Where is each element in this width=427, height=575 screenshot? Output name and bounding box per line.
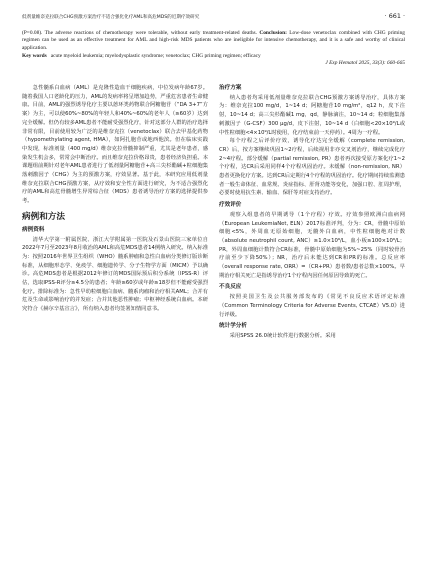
subheading-adverse-reactions: 不良反应 bbox=[219, 284, 242, 291]
treatment-plan-paragraph-1: 纳入患者均采用低剂量维奈克拉联合CHG预激方案诱导治疗，具体方案为：维奈克拉100 mg/d，1~14 d；阿糖胞苷10 mg/m²，q12 h，皮下注射，10~14 d；高三尖杉酯碱1 mg，qd，静脉滴注，10~14 d；粒细胞集落刺激因子（G-CSF）300 μg/d，皮下注射，10~14 d（白细胞<20×10⁹/L或中性粒细胞<4×10⁹/L时使用，化疗结束前一天停药）。4周为一疗程。 bbox=[219, 94, 405, 136]
statistics-paragraph: 采用SPSS 26.0统计软件进行数据分析。采用 bbox=[229, 332, 336, 339]
right-column bbox=[219, 84, 405, 341]
running-head bbox=[22, 12, 405, 20]
subheading-patients: 病例资料 bbox=[22, 226, 45, 233]
conclusion-label: Conclusion: bbox=[259, 30, 287, 36]
abstract-tail bbox=[22, 30, 405, 67]
subheading-response-evaluation: 疗效评价 bbox=[219, 202, 242, 209]
abstract-text bbox=[22, 30, 405, 52]
subheading-statistics: 统计学分析 bbox=[219, 323, 247, 330]
subheading-treatment-plan: 治疗方案 bbox=[219, 85, 242, 91]
intro-paragraph: 急性髓系白血病（AML）是克隆性造血干细胞疾病，中位发病年龄67岁。随着我国人口老龄化的压力，AML的发病率将呈增加趋势，严重危害患者生命健康。目前，AML的强烈诱导化疗主要以蒽环类药物联合阿糖胞苷（“DA 3+7”方案）为主，可以使60%~80%的年轻人和40%~60%的老年人（≥60岁）达到完全缓解。但仍有较多AML患者不能耐受强烈化疗，针对这部分人群的治疗选择非常有限，目前使用较为广泛的是维奈克拉（venetoclax）联合去甲基化药物（hypomethylating agent, HMA），如阿扎胞苷或地西他滨。但在临床实践中发现，标准剂量（400 mg/d）维奈克拉骨髓抑制严重，尤其是老年患者，感染发生机会多，常常会中断治疗。而且维奈克拉价格昂贵，患者经济负担重。本课题组前期针对老年AML患者进行了低剂量阿糖胞苷+高三尖杉酯碱+粒细胞集落刺激因子（CHG）为主的预激方案，疗效显著。基于此，本研究应用低剂量维奈克拉联合CHG预激方案，从疗效和安全性方面进行研究，为不适合强烈化疗的AML和高危骨髓增生异常综合征（MDS）患者诱导治疗方案的选择提供参考。 bbox=[22, 85, 208, 205]
conclusion-text: Low-dose venetoclax combined with CHG priming regimen can be used as an effective treatment for AML and high-risk MDS patients who are ineligible for intensive chemotherapy, and it is a safe and worthy of clinical application. bbox=[22, 30, 405, 51]
left-column bbox=[22, 84, 208, 314]
abstract-results-tail: (P=0.08). The adverse reactions of chemotherapy were tolerable, without early treatment-related deaths. bbox=[22, 30, 257, 36]
keywords-label: Key words bbox=[22, 52, 47, 59]
keywords-text: acute myeloid leukemia; myelodysplastic syndrome; venetoclax; CHG priming regimen; efficacy bbox=[50, 52, 261, 59]
adverse-reactions-paragraph: 按照美国卫生及公共服务部发布的《常见不良反应术语评定标准（Common Terminology Criteria for Adverse Events, CTCAE）V5.0》进行评级。 bbox=[219, 294, 405, 318]
response-evaluation-paragraph: 观察入组患者的早期诱导（1个疗程）疗效。疗效参照欧洲白血病网（European LeukemiaNet, ELN）2017标准评判，分为：CR，骨髓中原始细胞<5%，外周血无原始细胞，无髓外白血病，中性粒细胞绝对计数（absolute neutrophil count, ANC）≥1.0×10⁹/L，血小板≥100×10⁹/L；PR，外周血细胞计数符合CR标准，骨髓中原始细胞为5%~25%（同时较骨治疗前至少下降50%）；NR，治疗后未能达到CR和PR的标准。总反应率（overall response rate, ORR）=（CR+PR）患者数/患者总数×100%。早期治疗相关死亡是指诱导治疗1个疗程内因任何原因导致的死亡。 bbox=[219, 211, 405, 279]
treatment-plan-paragraph-2: 每个疗程之后评价疗效，诱导化疗达完全缓解（complete remission, CR）后，按方案继续巩固1~2疗程，后续视用非亦交叉剂治疗，继续完成化疗2~4疗程。部分缓解（partial remission, PR）患者再次接受原方案化疗1~2个疗程，达CR后采用同样4个疗程巩固治疗。未缓解（non-remission, NR）患者更换化疗方案。达到CR后定期行4个疗程的巩固治疗。化疗期间持续监测患者一般生命体征、血常规、炎症指标、肝肾功能等变化，加强口腔、肛周护理，必要时使用抗生素、输血、保肝等对症支持治疗。 bbox=[219, 138, 405, 197]
section-heading-methods: 病例和方法 bbox=[22, 211, 65, 222]
page-number: · 661 · bbox=[384, 12, 405, 20]
running-head-title: 低剂量維奈克拉联合CHG预激方案治疗不适合强化化疗AML和高危MDS的近期疗效研究 bbox=[22, 15, 200, 20]
journal-citation: J Exp Hematol 2025, 33(3): 660-665 bbox=[325, 60, 405, 67]
patients-paragraph: 清华大学第一附属医院、浙江大学附属第一医院及石景山医院三家单位自2022年7月至2023年8月收治的AML和高危MDS患者14例纳入研究。纳入标准为：按照2016年世界卫生组织（WHO）髓系肿瘤和急性白血病分类修订版诊断标准，从细胞形态学、免疫学、细胞遗传学、分子生物学方面（MICM）予以确诊。高危MDS患者是根据2012年修订的MDS国际预后积分系统（IPSS-R）评估，选取IPSS-R评分≥4.5分的患者；年龄≥60岁或年龄≥18岁但不能耐受强烈化疗。排除标准为：急性早幼粒细胞白血病、髓系肉瘤和治疗相关AML；合并有危及生命或影响治疗的并发症；合并其他恶性肿瘤；中枢神经系统白血病。本研究符合《赫尔辛基宣言》，所有纳入患者均签署知情同意书。 bbox=[22, 236, 208, 313]
